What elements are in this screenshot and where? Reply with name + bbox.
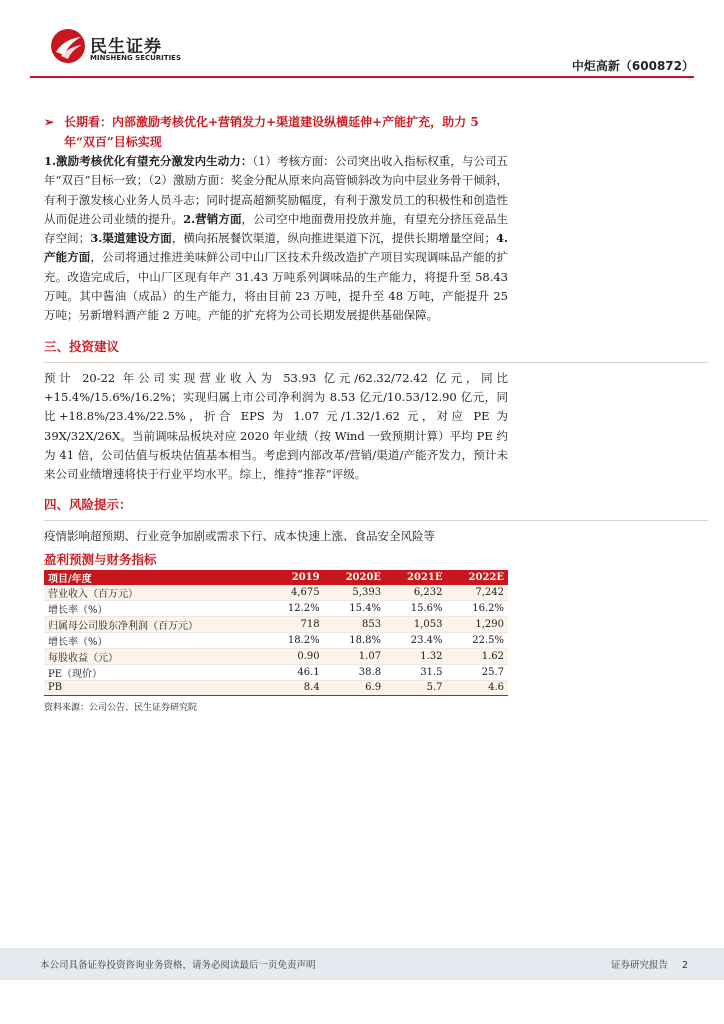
table-cell: 4.6 [447,680,508,695]
incentive-lead: 1.激励考核优化有望充分激发内生动力： [44,154,253,168]
table-row [44,616,508,632]
longterm-heading [44,112,508,152]
table-row [44,585,508,601]
table-cell: 25.7 [447,664,508,680]
table-source-note: 资料来源：公司公告、民生证券研究院 [44,702,198,713]
table-row [44,648,508,664]
table-cell: 718 [267,616,323,632]
table-cell: 15.6% [385,600,446,616]
footer-right [611,957,688,971]
table-row [44,600,508,616]
table-row [44,664,508,680]
table-cell: 18.2% [267,632,323,648]
table-cell: 7,242 [447,585,508,601]
table-header-cell: 2020E [324,570,385,585]
table-cell: 4,675 [267,585,323,601]
table-header-cell: 2019 [267,570,323,585]
table-cell: 6.9 [324,680,385,695]
longterm-paragraph [44,152,508,326]
financial-table-title: 盈利预测与财务指标 [44,551,157,567]
report-type-label: 证券研究报告 [610,960,668,971]
table-cell: 31.5 [385,664,446,680]
channel-text: ，横向拓展餐饮渠道，纵向推进渠道下沉，提供长期增量空间； [171,231,496,246]
stock-name: 中炬高新（600872） [571,59,694,73]
table-row [44,680,508,695]
disclaimer-notice: 本公司具备证券投资咨询业务资格，请务必阅读最后一页免责声明 [40,960,316,971]
table-cell: 1,290 [447,616,508,632]
risk-section-title: 四、风险提示： [44,497,132,513]
page-footer [0,948,724,980]
table-header-cell: 项目/年度 [44,570,267,585]
table-cell: 8.4 [267,680,323,695]
table-cell: 23.4% [385,632,446,648]
minsheng-logo-icon [50,28,86,64]
longterm-heading-text: 长期看：内部激励考核优化+营销发力+渠道建设纵横延伸+产能扩充，助力 5 年“双百”目标实现 [64,115,479,149]
table-cell: 853 [324,616,385,632]
table-cell: 16.2% [447,600,508,616]
table-cell: 6,232 [385,585,446,601]
table-cell: 5,393 [324,585,385,601]
page-header [0,0,724,80]
row-label: PB [44,680,267,695]
logo-chinese-name: 民生证券 [90,37,162,57]
table-cell: 15.4% [324,600,385,616]
row-label: 每股收益（元） [44,648,267,664]
capacity-text: ，公司将通过推进美味鲜公司中山厂区技术升级改造扩产项目实现调味品产能的扩充。改造完成后，中山厂区现有年产 31.43 万吨系列调味品的生产能力，将提升至 58.43 万吨。其中酱油（成品）的生产能力，将由目前 23 万吨，提升至 48 万吨，产能提升 25 万吨；另新增料酒产能 2 万吨。产能的扩充将为公司长期发展提供基础保障。 [44,250,509,323]
table-cell: 0.90 [267,648,323,664]
table-cell: 18.8% [324,632,385,648]
table-row [44,632,508,648]
table-cell: 1,053 [385,616,446,632]
table-header-cell: 2022E [447,570,508,585]
minsheng-logo [50,28,200,68]
section-divider [44,520,708,521]
arrow-bullet-icon: ➢ [44,115,55,129]
financial-table [44,570,508,696]
invest-section-title: 三、投资建议 [44,338,120,354]
table-cell: 22.5% [447,632,508,648]
row-label: PE（现价） [44,664,267,680]
incentive-text: （1）考核方面：公司突出收入指标权重，与公司五年“双百”目标一致；（2）激励方面：奖金分配从原来向高管倾斜改为向中层业务骨干倾斜，有利于激发核心业务人员斗志；同时提高超额奖励幅度，有利于激发员工的积极性和创造性从而促进公司业绩的提升。 [44,154,508,226]
capacity-lead: 4.产能方面 [44,231,509,265]
table-cell: 1.62 [447,648,508,664]
row-label: 增长率（%） [44,632,267,648]
table-header-row [44,570,508,585]
channel-lead: 3.渠道建设方面 [90,231,172,246]
section-divider [44,362,708,363]
marketing-lead: 2.营销方面 [183,211,242,226]
page-number: 2 [681,960,688,971]
logo-english-name: MINSHENG SECURITIES [90,54,181,62]
header-divider [30,76,694,78]
row-label: 归属母公司股东净利润（百万元） [44,616,267,632]
table-header-cell: 2021E [385,570,446,585]
row-label: 营业收入（百万元） [44,585,267,601]
row-label: 增长率（%） [44,600,267,616]
risk-paragraph: 疫情影响超预期、行业竞争加剧或需求下行、成本快速上涨、食品安全风险等 [44,529,435,544]
invest-paragraph: 预计 20-22 年公司实现营业收入为 53.93 亿元/62.32/72.42 亿元，同比+15.4%/15.6%/16.2%；实现归属上市公司净利润为 8.53 亿元/10.53/12.90 亿元，同比+18.8%/23.4%/22.5%，折合 EPS 为 1.07 元/1.32/1.62 元，对应 PE 为 39X/32X/26X。当前调味品板块对应 2020 年业绩（按 Wind 一致预期计算）平均 PE 约为 41 倍，公司估值与板块估值基本相当。考虑到内部改革/营销/渠道/产能齐发力，预计未来公司业绩增速将快于行业平均水平。综上，维持“推荐”评级。 [44,370,508,482]
table-cell: 5.7 [385,680,446,695]
table-cell: 38.8 [324,664,385,680]
table-cell: 46.1 [267,664,323,680]
report-body [44,112,508,713]
table-cell: 12.2% [267,600,323,616]
table-cell: 1.32 [385,648,446,664]
table-cell: 1.07 [324,648,385,664]
marketing-text: ，公司空中地面费用投放并施，有望充分挤压竞品生存空间； [44,211,508,246]
